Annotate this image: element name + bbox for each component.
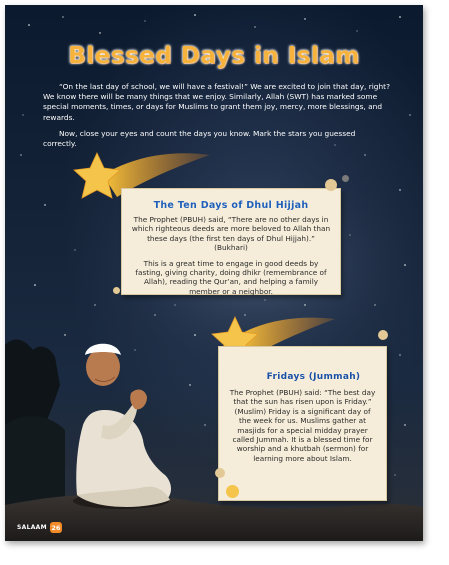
- jummah-card-paragraph: The Prophet (PBUH) said: “The best day that the sun has risen upon is Friday.” (Muslim) Friday is a significant day of the week for us. Muslims gather at masjids for a special midday prayer called Jummah. It is a blessed time for worship and a khutbah (sermon) for learning more about Islam.: [229, 388, 376, 463]
- jummah-card-title: Fridays (Jummah): [266, 372, 361, 382]
- jummah-card: [218, 346, 387, 501]
- dhul-hijjah-card-title: The Ten Days of Dhul Hijjah: [153, 200, 309, 211]
- page-number: 26: [51, 523, 61, 532]
- intro-paragraph-2: Now, close your eyes and count the days you know. Mark the stars you guessed correctly.: [43, 128, 356, 149]
- decor-dot: [113, 287, 120, 294]
- page-title: Blessed Days in Islam: [68, 43, 360, 69]
- praying-boy-illustration: [73, 344, 171, 509]
- footer-tag: [17, 522, 62, 533]
- decor-dot: [325, 179, 337, 191]
- decor-dot: [215, 468, 225, 478]
- dhul-hijjah-card-paragraph-1: The Prophet (PBUH) said, “There are no other days in which righteous deeds are more beloved to Allah than these days (the first ten days of Dhul Hijjah).” (Bukhari): [131, 215, 331, 253]
- dhul-hijjah-card: [121, 188, 341, 295]
- intro-paragraph-1: “On the last day of school, we will have a festival!” We are excited to join that day, right? We know there will be many things that we enjoy. Similarly, Allah (SWT) has marked some special moments, times, or days for Muslims to grant them joy, mercy, more blessings, and rewards.: [43, 82, 390, 122]
- intro-text: [43, 82, 391, 155]
- magazine-name: SALAAM: [17, 524, 47, 531]
- decor-dot: [342, 175, 349, 182]
- dhul-hijjah-card-paragraph-2: This is a great time to engage in good deeds by fasting, giving charity, doing dhikr (remembrance of Allah), reading the Qur’an, and helping a family member or a neighbor.: [135, 258, 327, 296]
- magazine-page: [5, 5, 423, 541]
- decor-dot: [378, 330, 388, 340]
- decor-dot: [226, 485, 239, 498]
